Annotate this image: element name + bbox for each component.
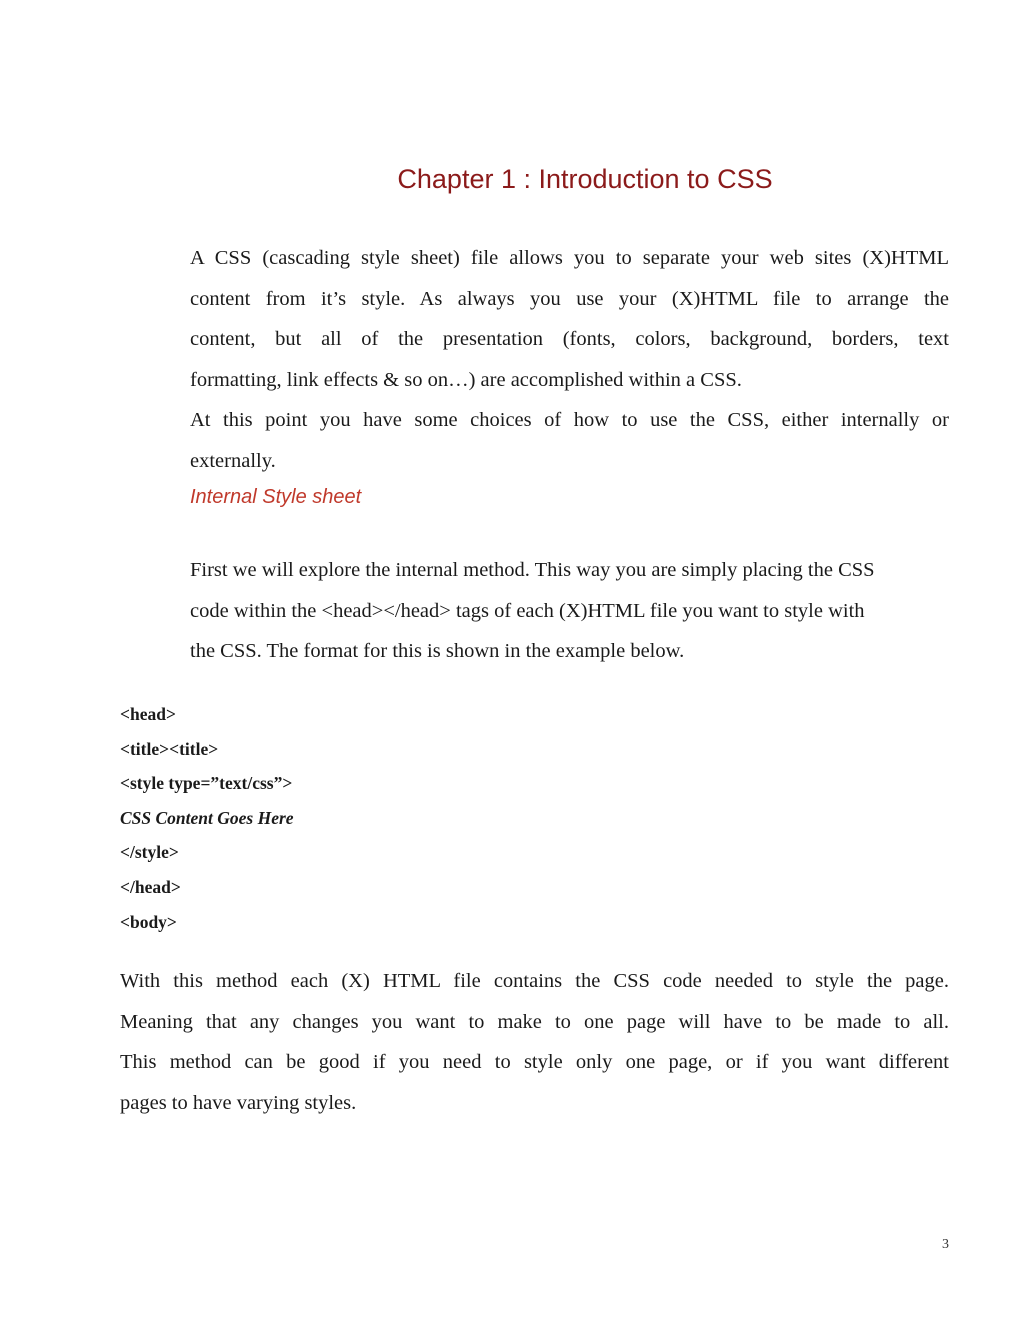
intro-line: A CSS (cascading style sheet) file allows you to separate your web sites (X)HTML xyxy=(190,247,949,269)
chapter-title: Chapter 1 : Introduction to CSS xyxy=(397,164,773,194)
closing-line: With this method each (X) HTML file contains the CSS code needed to style the page. xyxy=(120,970,949,992)
code-line: <body> xyxy=(120,911,177,932)
intro-line: content, but all of the presentation (fonts, colors, background, borders, text xyxy=(190,328,949,350)
closing-paragraph xyxy=(120,961,949,1123)
section-subheading: Internal Style sheet xyxy=(190,486,362,508)
intro-paragraph xyxy=(190,238,949,481)
code-line: </style> xyxy=(120,842,179,863)
code-line: CSS Content Goes Here xyxy=(120,807,294,828)
code-line: <title><title> xyxy=(120,738,219,759)
intro-line: content from it’s style. As always you use your (X)HTML file to arrange the xyxy=(190,287,949,310)
closing-line: Meaning that any changes you want to make to one page will have to be made to all. xyxy=(120,1010,949,1033)
intro-line: externally. xyxy=(190,449,276,472)
closing-line: This method can be good if you need to style only one page, or if you want different xyxy=(120,1051,949,1073)
closing-line: pages to have varying styles. xyxy=(120,1091,357,1114)
code-line: </head> xyxy=(120,876,181,897)
explore-line: code within the <head></head> tags of each (X)HTML file you want to style with xyxy=(190,599,865,622)
intro-line: At this point you have some choices of how to use the CSS, either internally or xyxy=(190,409,949,431)
code-line: <head> xyxy=(120,704,176,724)
explore-line: First we will explore the internal method. This way you are simply placing the CSS xyxy=(190,559,875,581)
explore-paragraph xyxy=(190,550,949,672)
page-number: 3 xyxy=(942,1237,949,1252)
explore-line: the CSS. The format for this is shown in the example below. xyxy=(190,640,685,662)
code-example xyxy=(120,697,294,939)
intro-line: formatting, link effects & so on…) are accomplished within a CSS. xyxy=(190,368,742,391)
code-line: <style type=”text/css”> xyxy=(120,773,293,794)
